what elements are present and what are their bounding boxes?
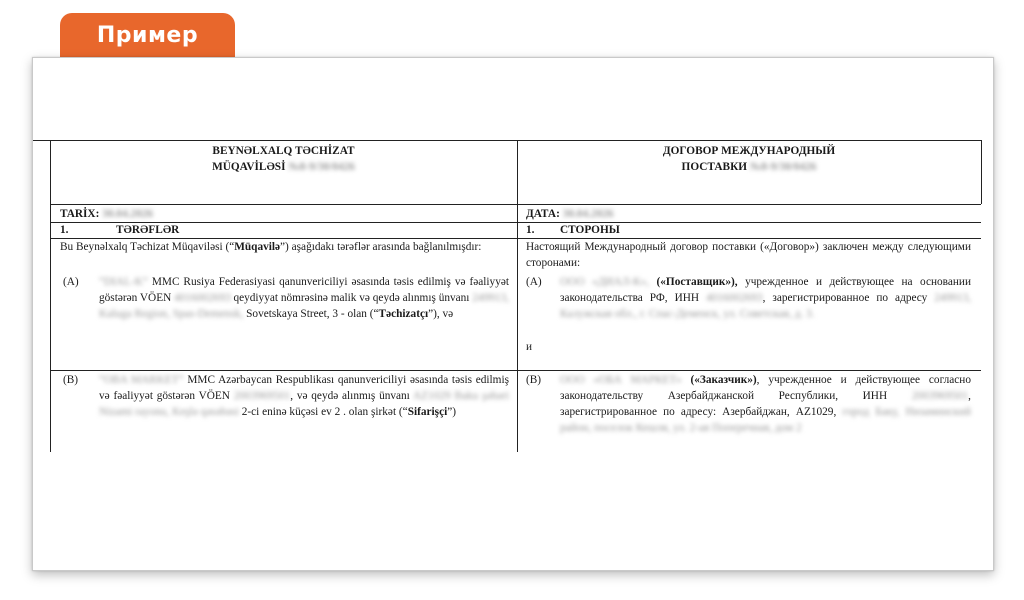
contract-table — [33, 140, 981, 452]
left-party-a-label: (A) — [63, 276, 79, 288]
document-sheet — [32, 57, 994, 571]
right-title: ДОГОВОР МЕЖДУНАРОДНЫЙ ПОСТАВКИ №8-9/30/0426 — [662, 145, 836, 173]
left-section-number: 1. — [60, 224, 69, 236]
left-section-title: TƏRƏFLƏR — [116, 224, 180, 236]
left-party-a: “DIAL-K” MMC Rusiya Federasiyasi qanunvericiliyi əsasında təsis edilmiş və fəaliyyət göstərən VÖEN 4016002693 qeydiyyat nömrəsinə malik və qeydə alınmış ünvanı 249913, Kaluga Region, Spas-Demensk, Sovetskaya Street, 3 - olan (“Təchizatçı”), və — [99, 276, 509, 320]
row-divider — [50, 222, 981, 223]
right-party-b-label: (B) — [526, 374, 542, 386]
example-tab: Пример — [60, 13, 235, 61]
table-right-border — [981, 140, 982, 204]
left-date: TARİX: 30.04.2026 — [60, 208, 154, 220]
row-divider — [50, 204, 981, 205]
right-party-a-label: (A) — [526, 276, 542, 288]
right-section-number: 1. — [526, 224, 535, 236]
row-divider — [50, 370, 981, 371]
right-date: ДАТА: 30.04.2026 — [526, 208, 614, 220]
table-border-top — [33, 140, 981, 141]
right-party-a: ООО «ДИАЛ-К», («Поставщик»), учрежденное и действующее на основании законодательства РФ, ИНН 4016002693, зарегистрированное по адресу 249913, Калужская обл., г. Спас-Деменск, ул. Советская, д. 3. — [560, 276, 971, 320]
table-left-border — [50, 140, 51, 452]
left-party-b-label: (B) — [63, 374, 79, 386]
column-divider — [517, 140, 518, 452]
right-party-b: ООО «ОБА МАРКЕТ» («Заказчик»), учрежденное и действующее согласно законодательству Азербайджанской Республики, ИНН 2003969501, зарегистрированное по адресу: Азербайджан, AZ1029, город Баку, Низаминский район, поселок Кешля, ул. 2-ая Поперечная, дом 2 — [560, 374, 971, 434]
left-party-b: “OBA MARKET” MMC Azərbaycan Respublikası qanunvericiliyi əsasında təsis edilmiş və fəaliyyət göstərən VÖEN 2003969501, və qeydə alınmış ünvanı AZ1029 Baku şəhəri Nizami rayonu, Keşlə qəsəbəsi 2-ci eninə küçəsi ev 2 . olan şirkət (“Sifarişçi”) — [99, 374, 510, 418]
left-intro: Bu Beynəlxalq Təchizat Müqaviləsi (“Müqavilə”) aşağıdakı tərəflər arasında bağlanılmışdır: — [60, 241, 482, 253]
right-and: и — [526, 341, 533, 353]
right-intro: Настоящий Международный договор поставки («Договор») заключен между следующими сторонами: — [526, 241, 971, 269]
left-title: BEYNƏLXALQ TƏCHİZAT MÜQAVİLƏSİ №8-9/30/0426 — [212, 145, 355, 173]
right-section-title: СТОРОНЫ — [560, 224, 620, 236]
